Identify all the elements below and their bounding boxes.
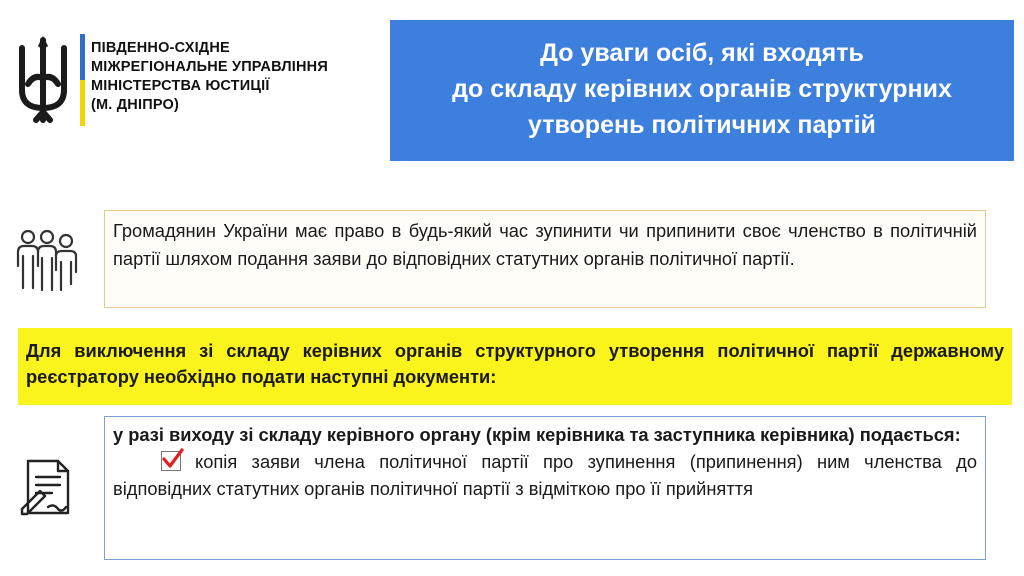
document-sign-icon <box>18 457 76 517</box>
requirement-heading: у разі виходу зі складу керівного органу (крім керівника та заступника керівника) подається: <box>113 424 961 445</box>
requirement-item <box>113 448 977 502</box>
banner-line: до складу керівних органів структурних <box>452 75 952 103</box>
banner-line: утворень політичних партій <box>528 111 876 139</box>
banner-line: До уваги осіб, які входять <box>540 39 864 67</box>
ministry-name: ПІВДЕННО-СХІДНЕ МІЖРЕГІОНАЛЬНЕ УПРАВЛІННЯ МІНІСТЕРСТВА ЮСТИЦІЇ (М. ДНІПРО) <box>91 40 328 113</box>
flag-stripe <box>80 34 85 126</box>
checkbox-checked-icon <box>161 451 181 471</box>
people-icon <box>14 228 80 292</box>
title-banner <box>390 20 1014 161</box>
requirement-box <box>104 416 986 560</box>
trident-icon <box>14 34 72 126</box>
requirement-item-text: копія заяви члена політичної партії про зупинення (припинення) ним членства до відповідних статутних органів політичної партії з відміткою про її прийняття <box>113 451 977 499</box>
info-box: Громадянин України має право в будь-який час зупинити чи припинити своє членство в політичній партії шляхом подання заяви до відповідних статутних органів політичної партії. <box>104 210 986 308</box>
ministry-logo <box>14 34 394 129</box>
notice-bar: Для виключення зі складу керівних органів структурного утворення політичної партії державному реєстратору необхідно подати наступні документи: <box>18 328 1012 405</box>
